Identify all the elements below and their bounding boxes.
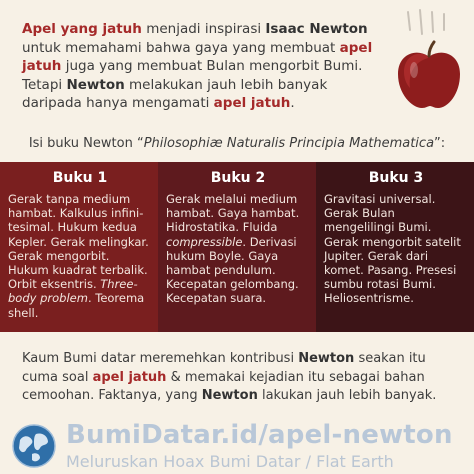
book-3-text [324, 192, 468, 306]
intro-name: Isaac Newton [265, 21, 368, 37]
intro-text: juga yang membuat Bulan mengorbit Bumi. Tetapi [22, 58, 363, 93]
books-panel [0, 162, 474, 332]
outro-paragraph [22, 350, 462, 406]
brand-tagline: Meluruskan Hoax Bumi Datar / Flat Earth [66, 452, 394, 471]
globe-logo-icon [12, 424, 56, 468]
intro-text: melakukan jauh lebih banyak daripada hanya mengamati [22, 76, 328, 111]
intro-text: menjadi inspirasi [141, 21, 266, 37]
footer [0, 418, 474, 474]
book-2-text-a: Gerak melalui medium hambat. Gaya hambat. Hidrostatika. Fluida [166, 192, 300, 235]
book-1-text-a: Gerak tanpa medium hambat. Kalkulus infini-tesimal. Hukum kedua Kepler. Gerak melingkar. Gerak mengorbit. Hukum kuadrat terbalik. Orbit eksentris. [8, 192, 149, 292]
outro-text: lakukan jauh lebih banyak. [257, 388, 437, 403]
intro-text: . [290, 95, 295, 111]
subtitle-suffix: ”: [434, 136, 446, 151]
principia-subtitle [0, 136, 474, 151]
outro-name: Newton [201, 388, 258, 403]
book-3-text-a: Gravitasi universal. Gerak Bulan mengelilingi Bumi. Gerak mengorbit satelit Jupiter. Gerak dari komet. Pasang. Presesi sumbu rotasi Bumi. Heliosentrisme. [324, 192, 461, 306]
falling-apple-icon [388, 8, 468, 118]
intro-highlight: apel jatuh [22, 39, 373, 74]
book-title-italic: Philosophiæ Naturalis Principia Mathematica [143, 136, 435, 151]
outro-text: & memakai kejadian itu sebagai bahan cemoohan. Faktanya, yang [22, 369, 425, 403]
outro-text: seakan itu cuma soal [22, 351, 426, 385]
book-2-text-italic: compressible [166, 234, 243, 249]
intro-text: untuk memahami bahwa gaya yang membuat [22, 39, 340, 56]
intro-name: Newton [66, 76, 125, 93]
book-1-column [0, 162, 158, 332]
book-1-text-italic: Three-body problem [8, 277, 138, 306]
book-3-column [316, 162, 474, 332]
book-2-column [158, 162, 316, 332]
book-2-text [166, 192, 310, 306]
outro-name: Newton [298, 351, 355, 366]
brand-url-link[interactable]: BumiDatar.id/apel-newton [66, 420, 453, 450]
subtitle-prefix: Isi buku Newton “ [28, 136, 144, 151]
intro-highlight: apel jatuh [213, 95, 291, 111]
book-1-text-b: . Teorema shell. [8, 291, 145, 320]
book-1-title: Buku 1 [52, 170, 108, 186]
book-3-title: Buku 3 [368, 170, 424, 186]
outro-highlight: apel jatuh [92, 369, 167, 385]
intro-paragraph [22, 20, 382, 113]
outro-text: Kaum Bumi datar meremehkan kontribusi [22, 351, 299, 366]
book-2-text-b: . Derivasi hukum Boyle. Gaya hambat pendulum. Kecepatan gelombang. Kecepatan suara. [166, 234, 299, 306]
book-2-title: Buku 2 [210, 170, 266, 186]
intro-highlight: Apel yang jatuh [22, 21, 142, 37]
book-1-text [8, 192, 152, 320]
